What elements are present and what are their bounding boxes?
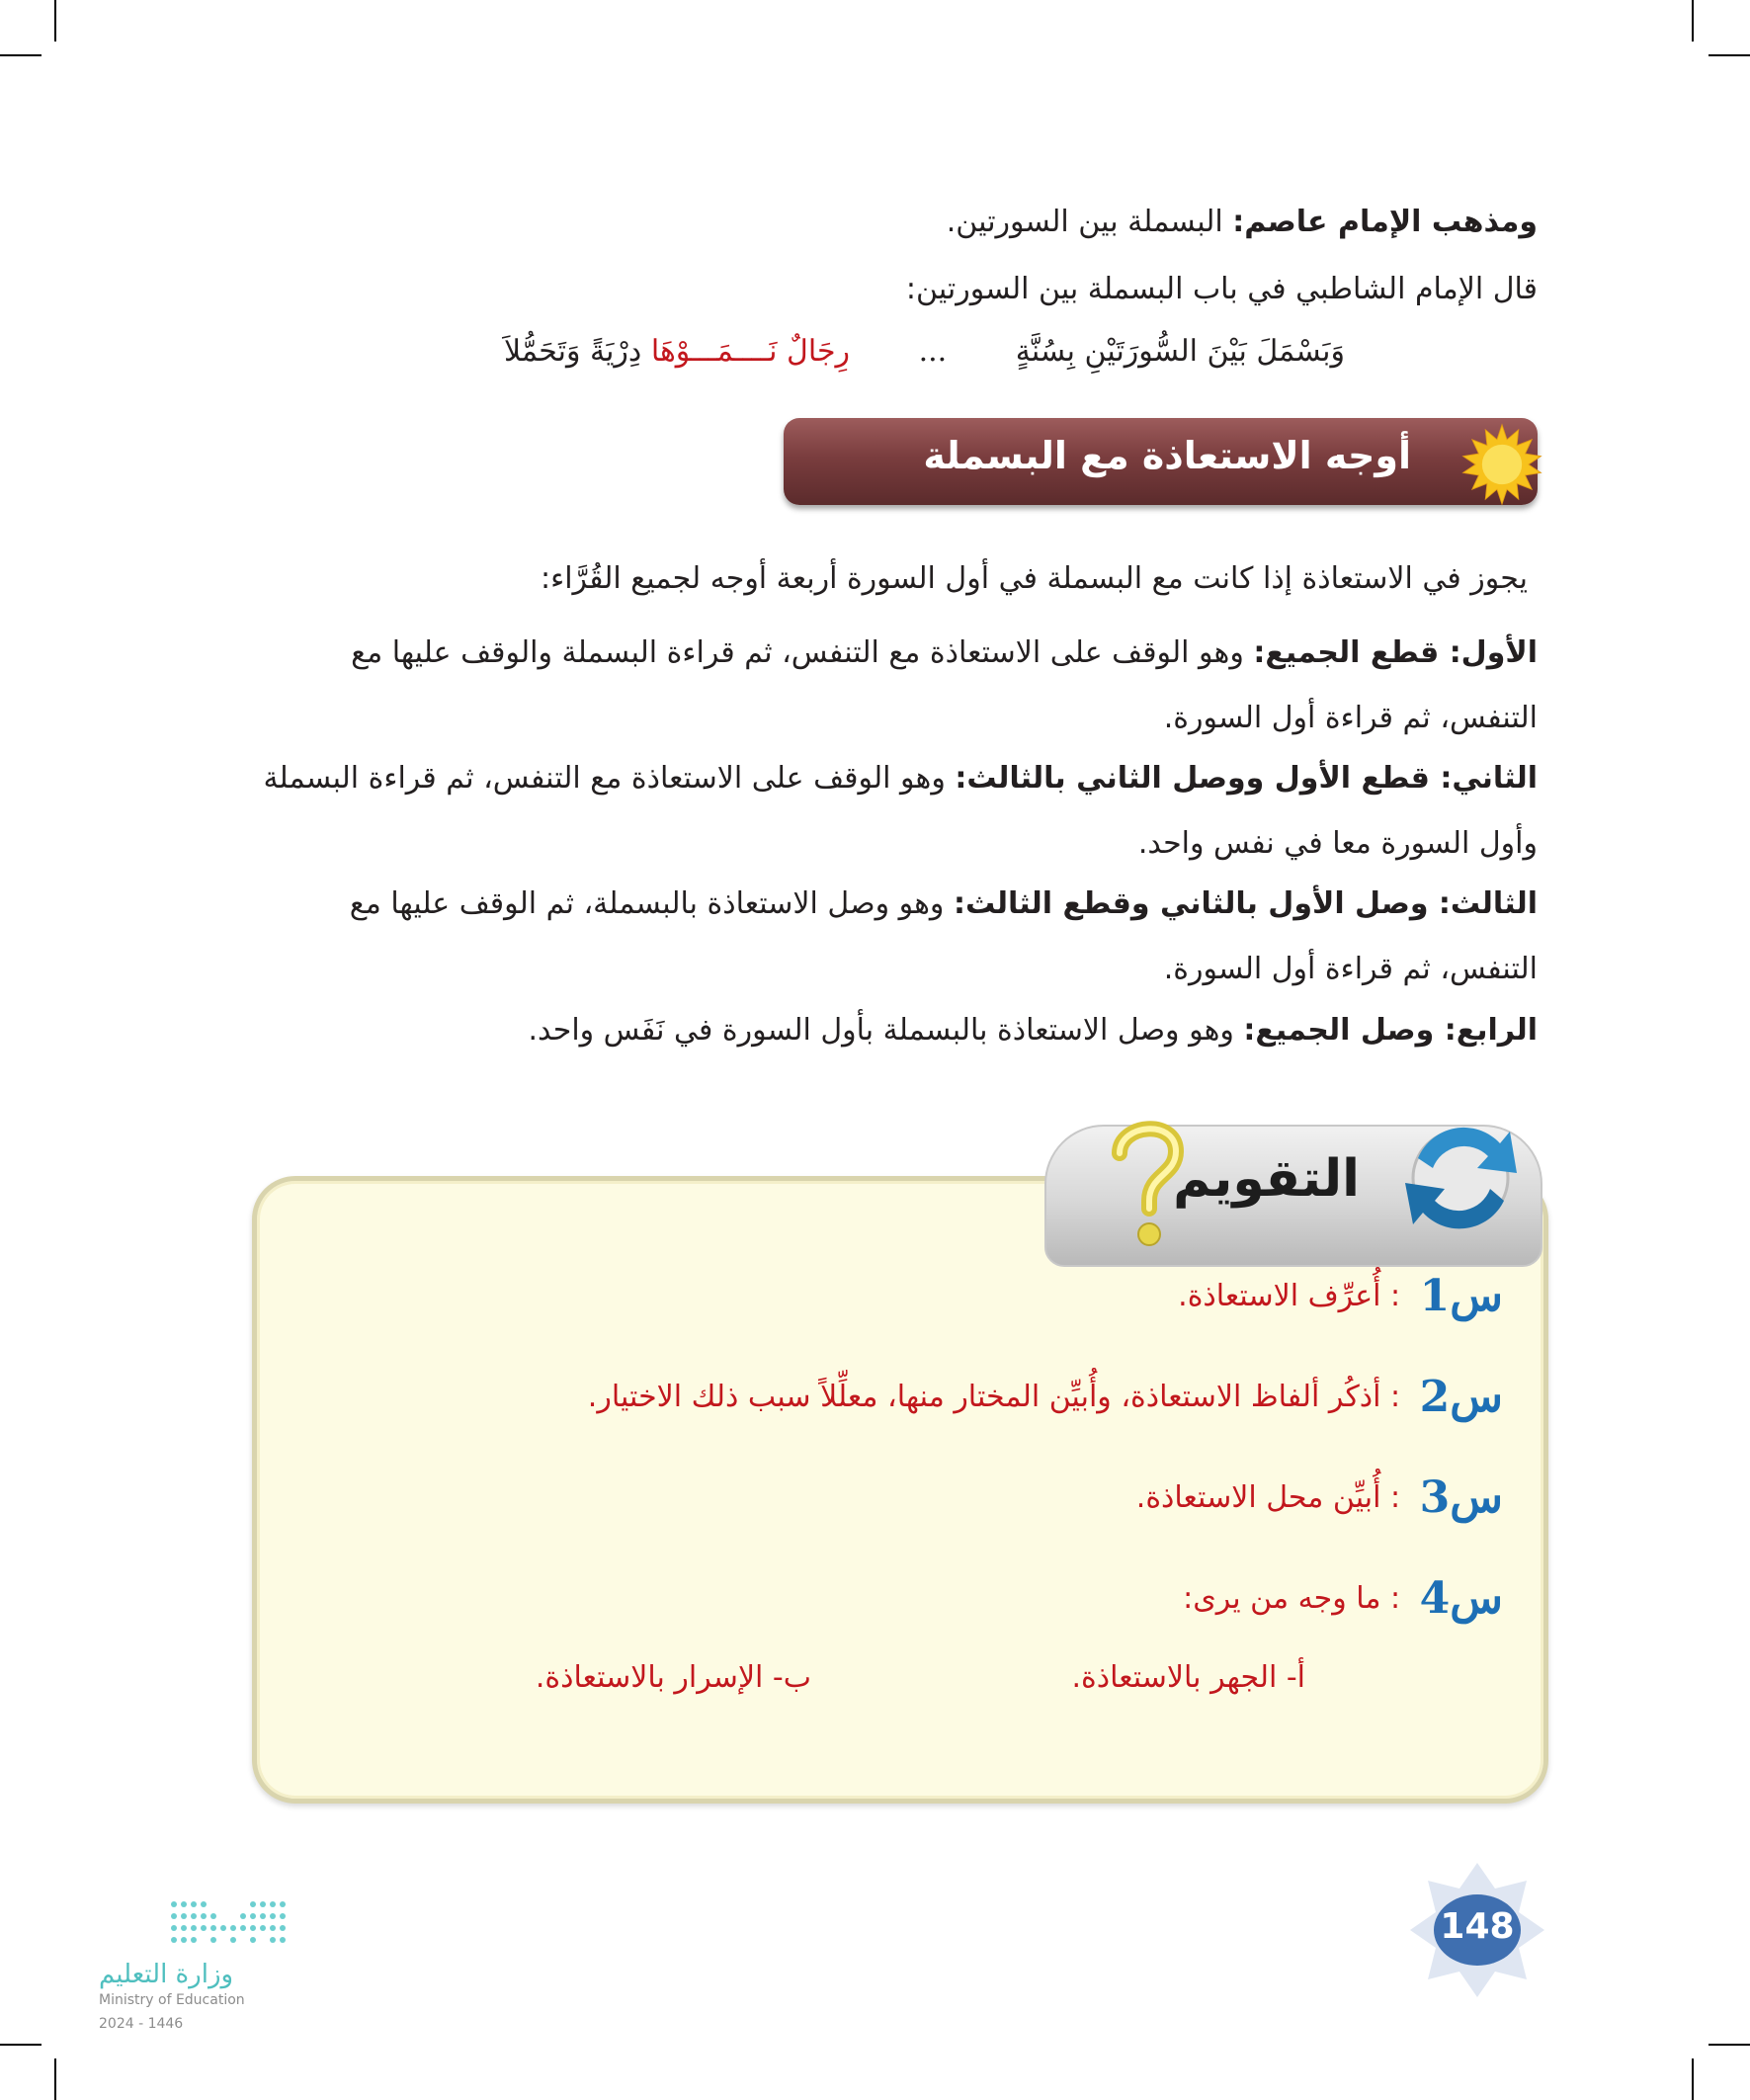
crop-mark: [1692, 0, 1694, 42]
poem-first-hemistich: وَبَسْمَلَ بَيْنَ السُّورَتَيْنِ بِسُنَّةٍ: [1015, 334, 1345, 369]
intro-line-2: قال الإمام الشاطبي في باب البسملة بين السورتين:: [905, 272, 1538, 306]
page-number: 148: [1440, 1906, 1515, 1947]
option-a: أ- الجهر بالاستعاذة.: [1071, 1660, 1305, 1695]
question-number: [1420, 1470, 1503, 1526]
question-prefix: س: [1450, 1372, 1503, 1422]
question-text: : ما وجه من يرى:: [1183, 1581, 1401, 1617]
intro-text: البسملة بين السورتين.: [946, 205, 1223, 239]
item-label: الأول: قطع الجميع:: [1253, 635, 1538, 670]
question-prefix: س: [1450, 1472, 1503, 1523]
item-label: الثالث: وصل الأول بالثاني وقطع الثالث:: [953, 886, 1538, 921]
crop-mark: [0, 54, 42, 56]
intro-line-1: [247, 203, 1538, 241]
ministry-name-en: Ministry of Education: [99, 1992, 245, 2008]
poem-word-namawha: نَــــمَـــوْهَا: [650, 334, 778, 369]
question-digit: 1: [1419, 1271, 1451, 1321]
question-2: [296, 1369, 1503, 1425]
body-item-3: [247, 872, 1538, 1002]
body-intro: يجوز في الاستعاذة إذا كانت مع البسملة في أول السورة أربعة أوجه لجميع القُرَّاء:: [541, 561, 1528, 596]
question-number: [1420, 1369, 1503, 1425]
question-prefix: س: [1450, 1271, 1503, 1321]
question-digit: 4: [1419, 1573, 1451, 1624]
item-label: الثاني: قطع الأول ووصل الثاني بالثالث:: [955, 761, 1538, 796]
crop-mark: [1692, 2058, 1694, 2100]
ministry-year: 2024 - 1446: [99, 2016, 184, 2032]
question-text: : أُبيِّن محل الاستعاذة.: [1135, 1480, 1401, 1516]
item-text: وهو الوقف على الاستعاذة مع التنفس، ثم قراءة البسملة وأول السورة معا في نفس واحد.: [263, 761, 1538, 861]
item-text: وهو وصل الاستعاذة بالبسملة بأول السورة في نَفَس واحد.: [528, 1013, 1234, 1048]
crop-mark: [1708, 54, 1750, 56]
question-prefix: س: [1450, 1573, 1503, 1624]
poem-line: [504, 334, 1345, 369]
question-number: [1420, 1570, 1503, 1627]
poem-separator: ...: [918, 334, 948, 369]
poem-second-hemistich: [504, 334, 850, 369]
item-text: وهو الوقف على الاستعاذة مع التنفس، ثم قراءة البسملة والوقف عليها مع التنفس، ثم قراءة أول السورة.: [351, 635, 1538, 735]
poem-word-rijal: رِجَالٌ: [787, 334, 851, 369]
poem-word-diryatan: دِرْيَةً وَتَحَمُّلاَ: [504, 334, 642, 369]
question-text: : أذكُر ألفاظ الاستعاذة، وأُبيِّن المختار منها، معلِّلاً سبب ذلك الاختيار.: [587, 1380, 1401, 1415]
section-banner: [784, 418, 1538, 505]
crop-mark: [1708, 2044, 1750, 2046]
crop-mark: [54, 2058, 56, 2100]
question-digit: 2: [1419, 1372, 1451, 1422]
item-label: الرابع: وصل الجميع:: [1243, 1013, 1538, 1048]
crop-mark: [54, 0, 56, 42]
section-title: أوجه الاستعاذة مع البسملة: [923, 434, 1411, 477]
crop-mark: [0, 2044, 42, 2046]
sun-icon: [1460, 423, 1543, 506]
question-number: [1420, 1268, 1503, 1324]
question-text: : أُعرِّف الاستعاذة.: [1178, 1279, 1401, 1314]
option-b: ب- الإسرار بالاستعاذة.: [535, 1660, 811, 1695]
question-3: [296, 1470, 1503, 1526]
body-item-2: [247, 746, 1538, 877]
question-digit: 3: [1419, 1472, 1451, 1523]
evaluation-title: التقويم: [1173, 1149, 1360, 1209]
ministry-logo-dots: [95, 1894, 332, 1954]
item-text: وهو وصل الاستعاذة بالبسملة، ثم الوقف عليها مع التنفس، ثم قراءة أول السورة.: [349, 886, 1538, 986]
intro-label: ومذهب الإمام عاصم:: [1232, 205, 1538, 239]
question-1: [296, 1268, 1503, 1324]
ministry-name-ar: وزارة التعليم: [99, 1960, 234, 1989]
question-4: [296, 1570, 1503, 1627]
question-mark-icon: [1102, 1114, 1191, 1252]
refresh-arrows-icon: [1383, 1114, 1532, 1237]
body-item-1: [247, 621, 1538, 751]
body-item-4: [247, 998, 1538, 1063]
